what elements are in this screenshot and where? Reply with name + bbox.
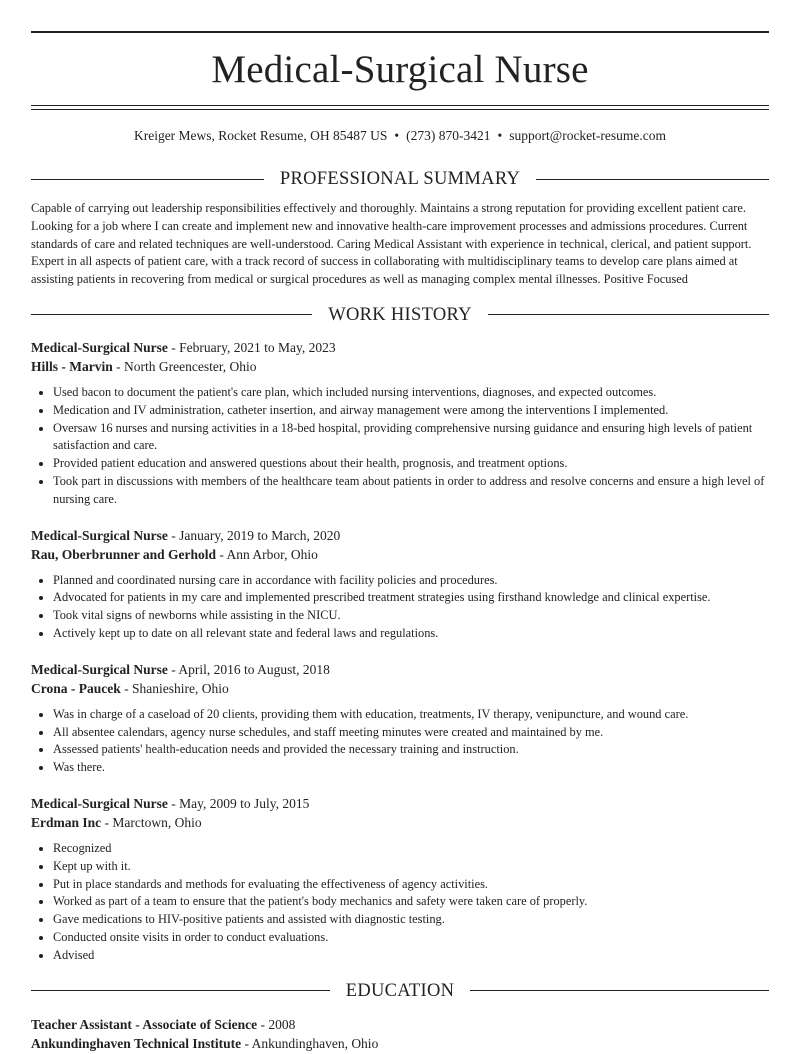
job-title: Medical-Surgical Nurse	[31, 527, 168, 543]
contact-line	[31, 127, 769, 145]
job-dates: - January, 2019 to March, 2020	[167, 527, 341, 543]
education-school-line	[31, 1034, 769, 1054]
education-heading-label: EDUCATION	[345, 980, 455, 1001]
education-school: Ankundinghaven Technical Institute	[31, 1036, 242, 1052]
job-company: Hills - Marvin	[31, 359, 113, 375]
contact-separator: •	[497, 128, 503, 143]
work-history-heading	[31, 303, 769, 327]
job-bullet: • Actively kept up to date on all relevant state and federal laws and regulations.	[53, 625, 769, 643]
education-location: - Ankundinghaven, Ohio	[241, 1036, 379, 1052]
job-title: Medical-Surgical Nurse	[31, 661, 168, 677]
job-bullet: • Took part in discussions with members of the healthcare team about patients in order to address and resolve concerns and ensure a high level of nursing care.	[53, 473, 769, 509]
job-location: - Marctown, Ohio	[101, 815, 202, 831]
job-bullet: • Medication and IV administration, catheter insertion, and airway management were among the interventions I implemented.	[53, 402, 769, 420]
job-title: Medical-Surgical Nurse	[31, 339, 168, 355]
work-history-heading-label: WORK HISTORY	[328, 304, 472, 325]
education-degree: Teacher Assistant - Associate of Science	[31, 1016, 258, 1032]
job-bullet: • Worked as part of a team to ensure that the patient's body mechanics and safety were taken care of properly.	[53, 893, 769, 911]
job-bullet: • Gave medications to HIV-positive patients and assisted with diagnostic testing.	[53, 911, 769, 929]
job-title-line	[31, 338, 769, 358]
job-bullets	[31, 384, 769, 509]
job-bullet: • Assessed patients' health-education needs and provided the necessary training and instruction.	[53, 741, 769, 759]
job-bullet: • Was in charge of a caseload of 20 clients, providing them with education, treatments, IV therapy, venipuncture, and wound care.	[53, 706, 769, 724]
job-location: - North Greencester, Ohio	[112, 359, 257, 375]
contact-separator: •	[394, 128, 400, 143]
job-title-line	[31, 660, 769, 680]
job-location: - Ann Arbor, Ohio	[216, 547, 318, 563]
job-title-line	[31, 526, 769, 546]
header-double-rule	[31, 105, 769, 110]
work-history-list	[31, 338, 769, 965]
job-company-line	[31, 679, 769, 699]
contact-email: support@rocket-resume.com	[509, 128, 667, 143]
summary-heading	[31, 167, 769, 191]
resume-name: Medical-Surgical Nurse	[211, 48, 589, 91]
education-entry	[31, 1015, 769, 1054]
education-degree-line	[31, 1015, 769, 1035]
heading-rule-right	[488, 314, 769, 315]
job-dates: - February, 2021 to May, 2023	[167, 339, 336, 355]
heading-rule-left	[31, 990, 330, 991]
job-bullet: • Put in place standards and methods for evaluating the effectiveness of agency activities.	[53, 876, 769, 894]
job-bullet: • Advised	[53, 947, 769, 965]
heading-rule-right	[536, 179, 769, 180]
job-bullet: • Planned and coordinated nursing care in accordance with facility policies and procedures.	[53, 572, 769, 590]
resume-page	[31, 31, 769, 1054]
job-dates: - April, 2016 to August, 2018	[167, 661, 330, 677]
job-company-line	[31, 357, 769, 377]
contact-phone: (273) 870-3421	[406, 128, 491, 143]
job-entry	[31, 338, 769, 509]
job-bullet: • Oversaw 16 nurses and nursing activities in a 18-bed hospital, providing comprehensive nursing guidance and ensuring high levels of patient satisfaction and care.	[53, 420, 769, 456]
job-bullets	[31, 840, 769, 965]
job-bullets	[31, 572, 769, 643]
job-entry	[31, 660, 769, 777]
job-entry	[31, 794, 769, 965]
job-bullet: • Kept up with it.	[53, 858, 769, 876]
job-location: - Shanieshire, Ohio	[120, 681, 229, 697]
heading-rule-left	[31, 179, 264, 180]
job-title-line	[31, 794, 769, 814]
job-bullet: • Took vital signs of newborns while assisting in the NICU.	[53, 607, 769, 625]
job-bullet: • Recognized	[53, 840, 769, 858]
job-bullet: • Provided patient education and answered questions about their health, prognosis, and treatment options.	[53, 455, 769, 473]
job-company-line	[31, 545, 769, 565]
job-company: Erdman Inc	[31, 815, 102, 831]
job-dates: - May, 2009 to July, 2015	[167, 795, 310, 811]
top-rule	[31, 31, 769, 33]
job-bullet: • Advocated for patients in my care and implemented prescribed treatment strategies using firsthand knowledge and clinical expertise.	[53, 589, 769, 607]
job-title: Medical-Surgical Nurse	[31, 795, 168, 811]
job-bullet: • Conducted onsite visits in order to conduct evaluations.	[53, 929, 769, 947]
contact-address: Kreiger Mews, Rocket Resume, OH 85487 US	[133, 128, 388, 143]
heading-rule-right	[470, 990, 769, 991]
job-bullets	[31, 706, 769, 777]
job-company: Crona - Paucek	[31, 681, 121, 697]
job-company: Rau, Oberbrunner and Gerhold	[31, 547, 217, 563]
education-year: - 2008	[257, 1016, 296, 1032]
job-bullet: • Was there.	[53, 759, 769, 777]
summary-text: Capable of carrying out leadership responsibilities effectively and thoroughly. Maintains a strong reputation for providing excellent patient care. Looking for a job where I can create and implement new and innovative health-care improvement processes and admissions procedures. Current standards of care and related techniques are well-understood. Caring Medical Assistant with experience in technical, clerical, and patient support. Expert in all aspects of patient care, with a track record of success in collaborating with multidisciplinary teams to develop care plans aimed at assisting patients in recovering from medical or surgical procedures as well as managing complex mental illnesses. Positive Focused	[31, 201, 752, 287]
summary-heading-label: PROFESSIONAL SUMMARY	[279, 169, 521, 189]
job-bullet: • Used bacon to document the patient's care plan, which included nursing interventions, diagnoses, and expected outcomes.	[53, 384, 769, 402]
heading-rule-left	[31, 314, 312, 315]
education-heading	[31, 979, 769, 1003]
job-entry	[31, 526, 769, 643]
job-company-line	[31, 813, 769, 833]
job-bullet: • All absentee calendars, agency nurse schedules, and staff meeting minutes were created and maintained by me.	[53, 724, 769, 742]
